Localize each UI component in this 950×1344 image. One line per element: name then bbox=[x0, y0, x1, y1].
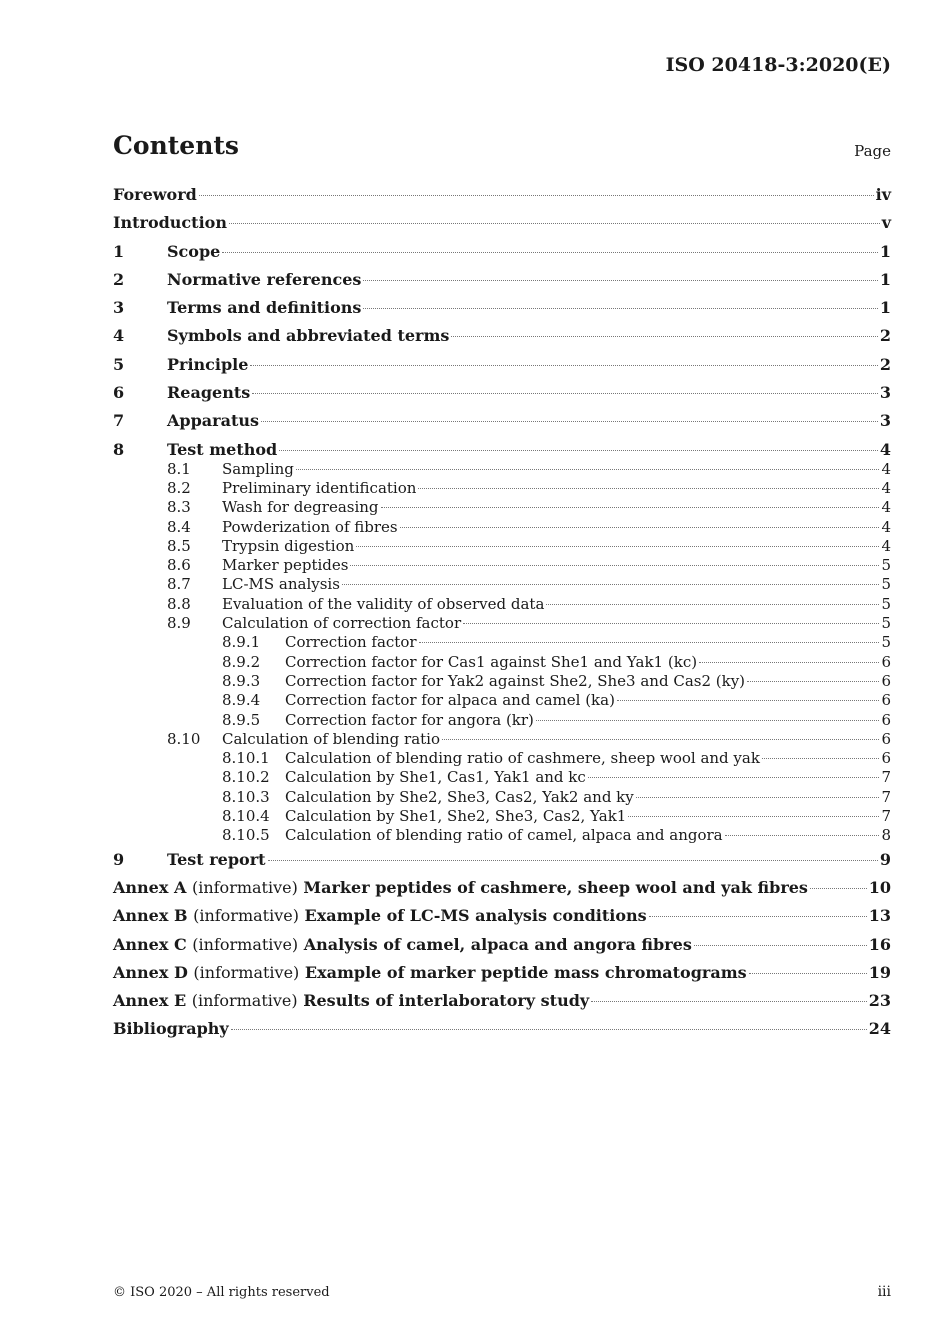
dot-leader bbox=[749, 973, 867, 974]
toc-entry-title: Symbols and abbreviated terms bbox=[167, 326, 450, 346]
toc-entry-number: 4 bbox=[113, 326, 125, 346]
toc-entry-clause-5[interactable] bbox=[113, 355, 891, 383]
toc-entry-page: 2 bbox=[879, 354, 891, 374]
toc-entry-number: 7 bbox=[113, 411, 125, 431]
toc-entry-annex-b[interactable] bbox=[113, 906, 891, 934]
dot-leader bbox=[588, 777, 880, 778]
toc-entry-number: 8.4 bbox=[167, 517, 191, 536]
toc-entry-number: 8.9 bbox=[167, 614, 191, 633]
annex-label: Annex C bbox=[113, 934, 187, 954]
toc-entry-title: Marker peptides bbox=[222, 556, 349, 575]
toc-entry-title: Introduction bbox=[113, 213, 227, 233]
toc-entry-number: 8.9.1 bbox=[222, 633, 261, 652]
dot-leader bbox=[694, 945, 867, 946]
toc-entry-8-1[interactable] bbox=[113, 460, 891, 479]
toc-entry-annex-a[interactable] bbox=[113, 878, 891, 906]
dot-leader bbox=[463, 623, 879, 624]
annex-label: Annex A bbox=[113, 877, 187, 897]
toc-entry-8-10[interactable] bbox=[113, 730, 891, 749]
annex-informative: (informative) bbox=[192, 934, 299, 954]
document-identifier: ISO 20418-3:2020(E) bbox=[665, 54, 891, 76]
annex-label: Annex E bbox=[113, 991, 187, 1011]
dot-leader bbox=[231, 1029, 867, 1030]
toc-entry-number: 8.10.4 bbox=[222, 807, 270, 826]
dot-leader bbox=[229, 223, 880, 224]
dot-leader bbox=[628, 816, 879, 817]
toc-entry-8-10-5[interactable] bbox=[113, 826, 891, 845]
dot-leader bbox=[536, 720, 880, 721]
toc-entry-8-10-2[interactable] bbox=[113, 768, 891, 787]
toc-entry-clause-8[interactable] bbox=[113, 440, 891, 460]
dot-leader bbox=[363, 308, 877, 309]
toc-entry-clause-3[interactable] bbox=[113, 298, 891, 326]
dot-leader bbox=[350, 565, 879, 566]
toc-entry-number: 8.3 bbox=[167, 498, 191, 517]
dot-leader bbox=[296, 469, 880, 470]
table-of-contents bbox=[113, 185, 891, 1048]
toc-entry-page: 24 bbox=[868, 1019, 891, 1039]
annex-informative: (informative) bbox=[191, 877, 298, 897]
toc-entry-page: 6 bbox=[881, 729, 891, 748]
toc-entry-page: 5 bbox=[881, 556, 891, 575]
toc-entry-title: Correction factor for alpaca and camel (ka) bbox=[285, 691, 615, 710]
toc-entry-title: Analysis of camel, alpaca and angora fibres bbox=[303, 934, 692, 954]
toc-entry-8-9-3[interactable] bbox=[113, 672, 891, 691]
toc-entry-clause-6[interactable] bbox=[113, 383, 891, 411]
toc-entry-number: 8.10.3 bbox=[222, 787, 270, 806]
toc-entry-title: Wash for degreasing bbox=[222, 498, 379, 517]
toc-entry-page: 7 bbox=[881, 787, 891, 806]
toc-entry-8-3[interactable] bbox=[113, 498, 891, 517]
toc-entry-8-10-4[interactable] bbox=[113, 807, 891, 826]
toc-entry-page: 4 bbox=[881, 536, 891, 555]
toc-entry-title: Correction factor for angora (kr) bbox=[285, 710, 534, 729]
toc-entry-title: Correction factor bbox=[285, 633, 417, 652]
toc-entry-8-6[interactable] bbox=[113, 556, 891, 575]
toc-entry-page: 4 bbox=[881, 517, 891, 536]
toc-entry-number: 8.7 bbox=[167, 575, 191, 594]
toc-entry-page: 6 bbox=[881, 710, 891, 729]
toc-entry-title: Test method bbox=[167, 439, 278, 459]
toc-entry-page: 4 bbox=[879, 439, 891, 459]
dot-leader bbox=[363, 280, 877, 281]
toc-entry-number: 8.5 bbox=[167, 536, 191, 555]
toc-entry-8-10-1[interactable] bbox=[113, 749, 891, 768]
toc-entry-introduction[interactable] bbox=[113, 213, 891, 241]
toc-entry-number: 8.8 bbox=[167, 594, 191, 613]
toc-entry-title: Marker peptides of cashmere, sheep wool and yak fibres bbox=[303, 877, 808, 897]
toc-entry-title: Terms and definitions bbox=[167, 298, 362, 318]
dot-leader bbox=[356, 546, 879, 547]
toc-entry-number: 5 bbox=[113, 354, 125, 374]
toc-entry-clause-2[interactable] bbox=[113, 270, 891, 298]
toc-entry-title: Calculation by She2, She3, Cas2, Yak2 and ky bbox=[285, 787, 634, 806]
dot-leader bbox=[810, 888, 867, 889]
toc-entry-8-9-5[interactable] bbox=[113, 711, 891, 730]
toc-entry-page: 6 bbox=[881, 691, 891, 710]
dot-leader bbox=[451, 336, 877, 337]
toc-entry-title: Principle bbox=[167, 354, 249, 374]
toc-entry-number: 9 bbox=[113, 849, 125, 869]
toc-entry-title: Example of marker peptide mass chromatograms bbox=[304, 962, 747, 982]
toc-entry-page: 1 bbox=[879, 269, 891, 289]
toc-entry-number: 8.10.5 bbox=[222, 826, 270, 845]
toc-entry-title: Calculation of correction factor bbox=[222, 614, 462, 633]
toc-entry-title: LC-MS analysis bbox=[222, 575, 340, 594]
toc-entry-page: 13 bbox=[868, 906, 891, 926]
toc-entry-page: 19 bbox=[868, 962, 891, 982]
toc-entry-8-10-3[interactable] bbox=[113, 788, 891, 807]
toc-entry-title: Calculation of blending ratio of cashmere, sheep wool and yak bbox=[285, 749, 760, 768]
dot-leader bbox=[747, 681, 879, 682]
dot-leader bbox=[199, 195, 874, 196]
dot-leader bbox=[617, 700, 880, 701]
toc-entry-bibliography[interactable] bbox=[113, 1019, 891, 1047]
toc-entry-title: Apparatus bbox=[167, 411, 259, 431]
dot-leader bbox=[261, 421, 878, 422]
toc-entry-page: 23 bbox=[868, 991, 891, 1011]
dot-leader bbox=[442, 739, 879, 740]
toc-entry-page: 7 bbox=[881, 768, 891, 787]
dot-leader bbox=[342, 584, 880, 585]
toc-entry-page: 2 bbox=[879, 326, 891, 346]
annex-label: Annex D bbox=[113, 962, 188, 982]
page-title: Contents bbox=[113, 131, 240, 160]
dot-leader bbox=[381, 507, 880, 508]
dot-leader bbox=[279, 450, 878, 451]
toc-entry-page: 9 bbox=[879, 849, 891, 869]
page-column-label: Page bbox=[854, 142, 891, 160]
toc-entry-number: 8.9.3 bbox=[222, 671, 261, 690]
toc-entry-page: 1 bbox=[879, 241, 891, 261]
toc-entry-page: 8 bbox=[881, 826, 891, 845]
dot-leader bbox=[250, 365, 877, 366]
toc-entry-title: Normative references bbox=[167, 269, 362, 289]
toc-entry-clause-4[interactable] bbox=[113, 326, 891, 354]
toc-entry-number: 3 bbox=[113, 298, 125, 318]
toc-entry-8-2[interactable] bbox=[113, 479, 891, 498]
toc-entry-8-5[interactable] bbox=[113, 537, 891, 556]
toc-entry-number: 8.10.1 bbox=[222, 749, 270, 768]
toc-entry-page: iv bbox=[875, 185, 891, 204]
toc-entry-8-9[interactable] bbox=[113, 614, 891, 633]
toc-entry-page: v bbox=[881, 213, 891, 233]
dot-leader bbox=[725, 835, 880, 836]
toc-entry-title: Foreword bbox=[113, 185, 197, 204]
toc-entry-clause-9[interactable] bbox=[113, 850, 891, 878]
toc-entry-title: Results of interlaboratory study bbox=[303, 991, 590, 1011]
toc-entry-page: 1 bbox=[879, 298, 891, 318]
toc-entry-page: 6 bbox=[881, 671, 891, 690]
toc-entry-page: 4 bbox=[881, 498, 891, 517]
dot-leader bbox=[699, 662, 879, 663]
toc-entry-number: 8.9.4 bbox=[222, 691, 261, 710]
annex-informative: (informative) bbox=[191, 991, 298, 1011]
toc-entry-number: 1 bbox=[113, 241, 125, 261]
toc-entry-page: 7 bbox=[881, 807, 891, 826]
toc-entry-number: 6 bbox=[113, 383, 125, 403]
dot-leader bbox=[762, 758, 880, 759]
toc-entry-page: 5 bbox=[881, 575, 891, 594]
toc-entry-annex-c[interactable] bbox=[113, 935, 891, 963]
toc-entry-number: 8 bbox=[113, 439, 125, 459]
annex-informative: (informative) bbox=[193, 962, 300, 982]
dot-leader bbox=[636, 797, 880, 798]
toc-entry-number: 2 bbox=[113, 269, 125, 289]
toc-entry-title: Scope bbox=[167, 241, 221, 261]
toc-entry-title: Preliminary identification bbox=[222, 478, 417, 497]
toc-entry-annex-e[interactable] bbox=[113, 991, 891, 1019]
page-number: iii bbox=[877, 1284, 891, 1300]
toc-entry-number: 8.9.5 bbox=[222, 710, 261, 729]
toc-entry-title: Calculation of blending ratio of camel, alpaca and angora bbox=[285, 826, 723, 845]
toc-entry-title: Evaluation of the validity of observed data bbox=[222, 594, 545, 613]
toc-entry-page: 3 bbox=[879, 383, 891, 403]
toc-entry-page: 3 bbox=[879, 411, 891, 431]
toc-entry-page: 5 bbox=[881, 614, 891, 633]
toc-entry-number: 8.10.2 bbox=[222, 768, 270, 787]
toc-entry-title: Correction factor for Yak2 against She2, She3 and Cas2 (ky) bbox=[285, 671, 746, 690]
dot-leader bbox=[591, 1001, 867, 1002]
toc-entry-title: Reagents bbox=[167, 383, 251, 403]
dot-leader bbox=[546, 604, 879, 605]
dot-leader bbox=[222, 252, 878, 253]
toc-entry-number: 8.2 bbox=[167, 478, 191, 497]
toc-entry-title: Example of LC-MS analysis conditions bbox=[304, 906, 647, 926]
toc-entry-8-4[interactable] bbox=[113, 518, 891, 537]
copyright-notice: © ISO 2020 – All rights reserved bbox=[113, 1285, 330, 1300]
toc-entry-page: 6 bbox=[881, 749, 891, 768]
toc-entry-8-8[interactable] bbox=[113, 595, 891, 614]
dot-leader bbox=[649, 916, 867, 917]
dot-leader bbox=[268, 860, 878, 861]
toc-entry-title: Trypsin digestion bbox=[222, 536, 355, 555]
toc-entry-page: 6 bbox=[881, 652, 891, 671]
toc-entry-8-9-1[interactable] bbox=[113, 633, 891, 652]
toc-entry-title: Sampling bbox=[222, 459, 294, 478]
toc-entry-title: Bibliography bbox=[113, 1019, 229, 1039]
toc-entry-page: 5 bbox=[881, 594, 891, 613]
toc-entry-8-7[interactable] bbox=[113, 575, 891, 594]
toc-entry-page: 16 bbox=[868, 934, 891, 954]
dot-leader bbox=[252, 393, 878, 394]
toc-entry-clause-1[interactable] bbox=[113, 242, 891, 270]
dot-leader bbox=[419, 642, 880, 643]
toc-entry-title: Powderization of fibres bbox=[222, 517, 398, 536]
toc-entry-title: Calculation of blending ratio bbox=[222, 729, 440, 748]
toc-entry-8-9-2[interactable] bbox=[113, 653, 891, 672]
toc-entry-annex-d[interactable] bbox=[113, 963, 891, 991]
toc-entry-foreword[interactable] bbox=[113, 185, 891, 213]
toc-entry-page: 10 bbox=[868, 877, 891, 897]
toc-entry-page: 4 bbox=[881, 459, 891, 478]
toc-entry-page: 5 bbox=[881, 633, 891, 652]
toc-entry-8-9-4[interactable] bbox=[113, 691, 891, 710]
toc-entry-title: Correction factor for Cas1 against She1 and Yak1 (kc) bbox=[285, 652, 698, 671]
toc-entry-number: 8.6 bbox=[167, 556, 191, 575]
toc-entry-number: 8.9.2 bbox=[222, 652, 261, 671]
dot-leader bbox=[418, 488, 879, 489]
toc-entry-page: 4 bbox=[881, 478, 891, 497]
dot-leader bbox=[400, 527, 880, 528]
toc-entry-clause-7[interactable] bbox=[113, 411, 891, 439]
annex-label: Annex B bbox=[113, 906, 188, 926]
toc-entry-number: 8.1 bbox=[167, 459, 191, 478]
toc-entry-title: Test report bbox=[167, 849, 266, 869]
toc-entry-title: Calculation by She1, She2, She3, Cas2, Yak1 bbox=[285, 807, 627, 826]
annex-informative: (informative) bbox=[193, 906, 299, 926]
toc-entry-number: 8.10 bbox=[167, 729, 201, 748]
toc-entry-title: Calculation by She1, Cas1, Yak1 and kc bbox=[285, 768, 586, 787]
